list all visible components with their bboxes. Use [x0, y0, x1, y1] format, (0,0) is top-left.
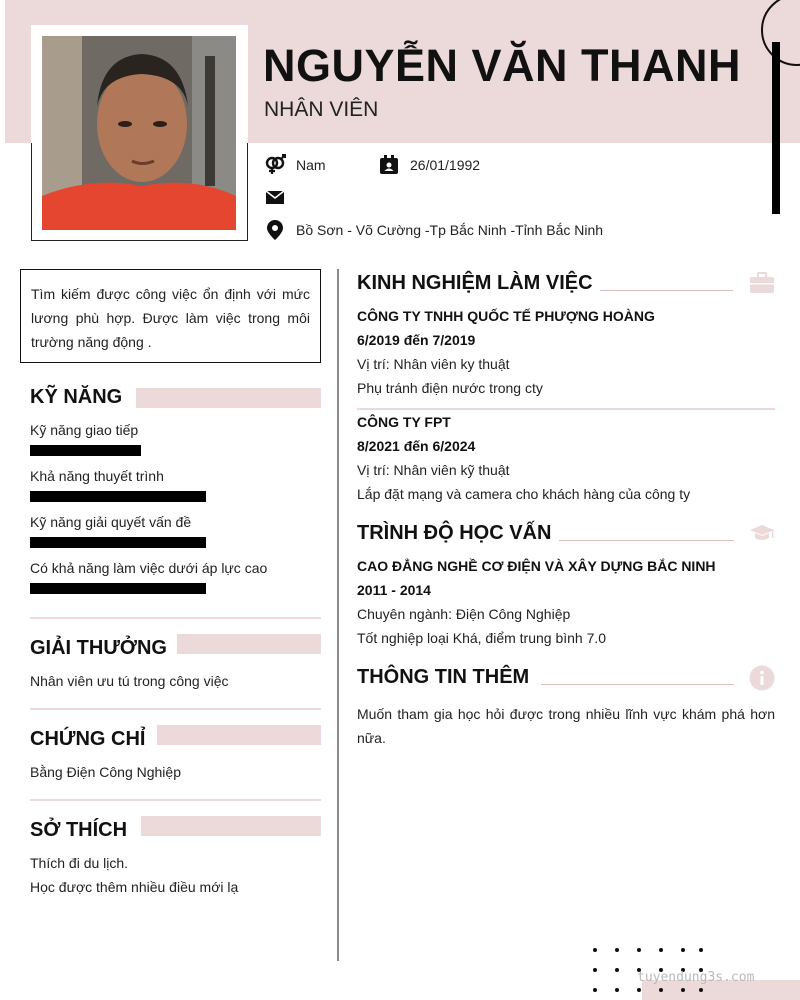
certificates-heading-bar — [157, 725, 321, 745]
job-description: Phụ tránh điện nước trong cty — [357, 380, 543, 396]
certificate-item: Bằng Điện Công Nghiệp — [30, 764, 181, 780]
award-item: Nhân viên ưu tú trong công việc — [30, 673, 229, 689]
more-info-heading-line — [541, 684, 734, 685]
hobbies-heading-bar — [141, 816, 321, 836]
skill-label: Kỹ năng giao tiếp — [30, 422, 139, 438]
section-divider — [30, 799, 321, 801]
briefcase-icon — [749, 272, 775, 299]
more-info-text: Muốn tham gia học hỏi được trong nhiều lĩnh vực khám phá hơn nữa. — [357, 706, 775, 746]
more-info-heading: THÔNG TIN THÊM — [357, 666, 530, 688]
job-position: Vị trí: Nhân viên kỹ thuật — [357, 462, 510, 478]
hobby-item: Học được thêm nhiều điều mới lạ — [30, 879, 239, 895]
skill-level-bar — [30, 583, 206, 594]
education-period: 2011 - 2014 — [357, 582, 431, 598]
job-title: NHÂN VIÊN — [264, 98, 379, 121]
education-heading: TRÌNH ĐỘ HỌC VẤN — [357, 522, 552, 544]
skill-label: Khả năng thuyết trình — [30, 468, 164, 484]
job-period: 6/2019 đến 7/2019 — [357, 332, 476, 348]
skill-level-bar — [30, 491, 206, 502]
experience-heading-line — [600, 290, 733, 291]
job-company: CÔNG TY FPT — [357, 414, 451, 430]
skills-heading-bar — [136, 388, 321, 408]
address-row — [264, 219, 603, 241]
candidate-name: NGUYỄN VĂN THANH — [263, 40, 742, 91]
education-major: Chuyên ngành: Điện Công Nghiệp — [357, 606, 571, 622]
skill-level-bar — [30, 445, 141, 456]
awards-heading-bar — [177, 634, 321, 654]
skills-heading: KỸ NĂNG — [30, 386, 123, 408]
experience-heading: KINH NGHIỆM LÀM VIỆC — [357, 272, 593, 294]
hobby-item: Thích đi du lịch. — [30, 855, 129, 871]
job-position: Vị trí: Nhân viên ky thuật — [357, 356, 510, 372]
career-objective: Tìm kiếm được công việc ổn định với mức lương phù hợp. Được làm việc trong môi trường năng động . — [20, 269, 321, 363]
skill-label: Có khả năng làm việc dưới áp lực cao — [30, 560, 268, 576]
profile-photo — [42, 36, 236, 230]
section-divider — [30, 708, 321, 710]
location-pin-icon — [264, 219, 286, 241]
watermark: tuyendung3s.com — [637, 970, 755, 985]
job-divider — [357, 408, 775, 410]
skill-label: Kỹ năng giải quyết vấn đề — [30, 514, 192, 530]
column-divider — [337, 269, 339, 961]
job-company: CÔNG TY TNHH QUỐC TẾ PHƯỢNG HOÀNG — [357, 308, 655, 324]
gender-icon — [264, 154, 286, 176]
job-description: Lắp đặt mạng và camera cho khách hàng của công ty — [357, 486, 691, 502]
info-icon — [749, 665, 775, 696]
decorative-bar — [772, 42, 780, 214]
gender-value: Nam — [296, 157, 326, 173]
certificates-heading: CHỨNG CHỈ — [30, 728, 146, 750]
section-divider — [30, 617, 321, 619]
gender-row — [264, 154, 326, 176]
school-name: CAO ĐẲNG NGHỀ CƠ ĐIỆN VÀ XÂY DỰNG BẮC NINH — [357, 558, 716, 574]
education-heading-line — [559, 540, 734, 541]
email-row — [264, 186, 296, 208]
education-result: Tốt nghiệp loại Khá, điểm trung bình 7.0 — [357, 630, 607, 646]
job-period: 8/2021 đến 6/2024 — [357, 438, 476, 454]
dob-value: 26/01/1992 — [410, 157, 481, 173]
address-value: Bồ Sơn - Võ Cường -Tp Bắc Ninh -Tỉnh Bắc Ninh — [296, 222, 604, 238]
skill-level-bar — [30, 537, 206, 548]
dob-row — [378, 154, 480, 176]
graduation-cap-icon — [749, 522, 775, 549]
calendar-icon — [378, 154, 400, 176]
hobbies-heading: SỞ THÍCH — [30, 819, 128, 841]
awards-heading: GIẢI THƯỞNG — [30, 637, 167, 659]
envelope-icon — [264, 186, 286, 208]
